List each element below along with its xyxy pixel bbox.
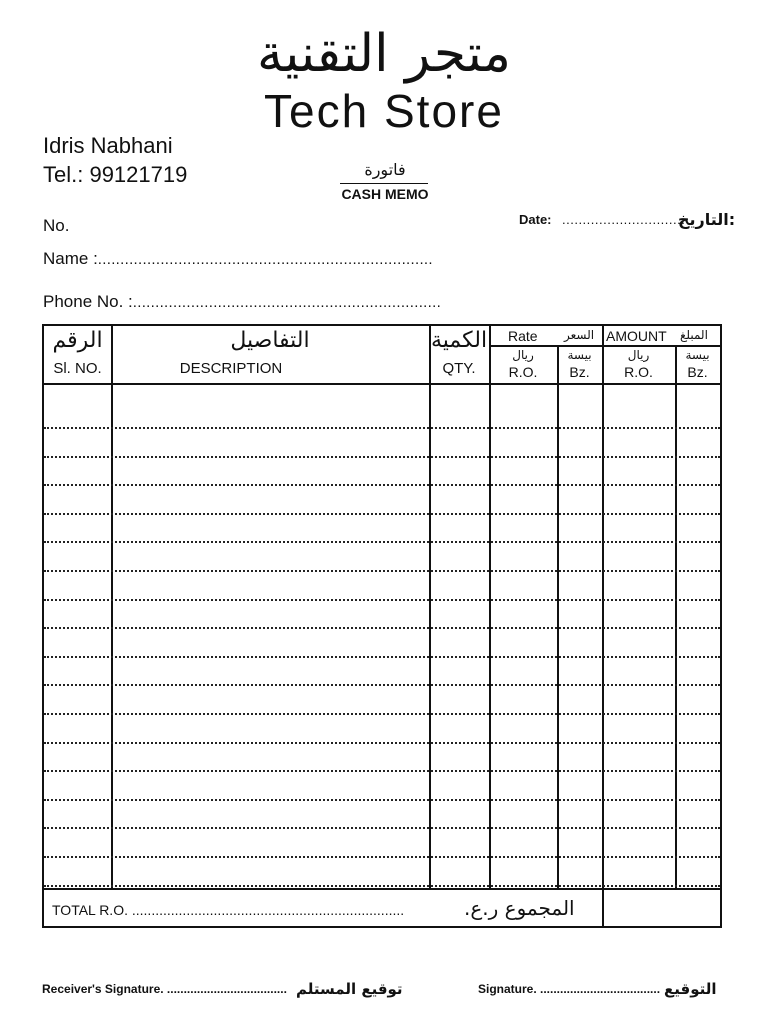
description-header: DESCRIPTION [179,360,283,377]
qty-header: QTY. [442,360,476,377]
item-row-line[interactable] [44,541,720,543]
amount-header-arabic: المبلغ [680,328,708,342]
number-label: No. [43,216,70,235]
date-field[interactable]: .............................. [562,212,686,227]
signature-line[interactable]: Signature. .................................... [478,982,661,996]
phone-field[interactable]: ..................................................................... [132,294,442,311]
item-row-line[interactable] [44,827,720,829]
item-row-line[interactable] [44,656,720,658]
header-subdivider [489,345,720,347]
date-label-arabic: :التاريخ [678,210,736,229]
total-row [44,890,602,928]
rate-rial-arabic: ريال [512,348,534,362]
items-table [42,324,722,928]
column-divider [602,326,604,926]
date-label: Date: [519,212,552,227]
signature-arabic: التوقيع [664,980,717,998]
owner-name: Idris Nabhani [43,133,173,158]
header-bottom-line [44,383,720,385]
item-row-line[interactable] [44,627,720,629]
description-header-arabic: التفاصيل [230,328,310,353]
item-row-line[interactable] [44,427,720,429]
phone-field-row [43,292,441,312]
column-divider [429,326,431,889]
amount-header: AMOUNT [606,328,667,344]
receiver-signature-arabic: توقيع المستلم [296,980,403,998]
rate-rial: R.O. [508,364,538,380]
qty-header-arabic: الكمية [430,328,488,353]
amount-baisa-arabic: بيسة [685,348,710,362]
item-row-line[interactable] [44,599,720,601]
receiver-signature-line[interactable]: Receiver's Signature. .................................... [42,982,287,996]
item-row-line[interactable] [44,799,720,801]
item-row-line[interactable] [44,856,720,858]
store-name-arabic: متجر التقنية [257,24,511,84]
store-name: Tech Store [264,85,504,137]
rate-header: Rate [508,328,538,344]
item-row-line[interactable] [44,770,720,772]
memo-underline [340,183,428,184]
memo-title: CASH MEMO [341,186,429,202]
total-label-arabic: المجموع ر.ع. [464,896,575,920]
item-row-line[interactable] [44,570,720,572]
item-row-line[interactable] [44,713,720,715]
item-row-line[interactable] [44,513,720,515]
name-field-row [43,249,433,269]
rate-header-arabic: السعر [564,328,595,342]
item-row-line[interactable] [44,484,720,486]
rate-baisa-arabic: بيسة [567,348,592,362]
telephone: Tel.: 99121719 [43,162,188,187]
column-divider [111,326,113,889]
amount-baisa: Bz. [687,364,708,380]
name-label: Name : [43,249,98,268]
item-row-line[interactable] [44,684,720,686]
sl-no-header-arabic: الرقم [52,328,103,353]
name-field[interactable]: ........................................................................... [97,251,433,268]
item-row-line[interactable] [44,885,720,887]
phone-label: Phone No. : [43,292,133,311]
sl-no-header: Sl. NO. [53,360,102,377]
total-label: TOTAL R.O. ...................................................................... [52,902,405,918]
item-row-line[interactable] [44,742,720,744]
column-divider [489,326,491,889]
rate-baisa: Bz. [569,364,590,380]
memo-title-arabic: فاتورة [364,160,406,179]
item-row-line[interactable] [44,456,720,458]
amount-rial-arabic: ريال [627,348,650,362]
amount-rial: R.O. [624,364,653,380]
